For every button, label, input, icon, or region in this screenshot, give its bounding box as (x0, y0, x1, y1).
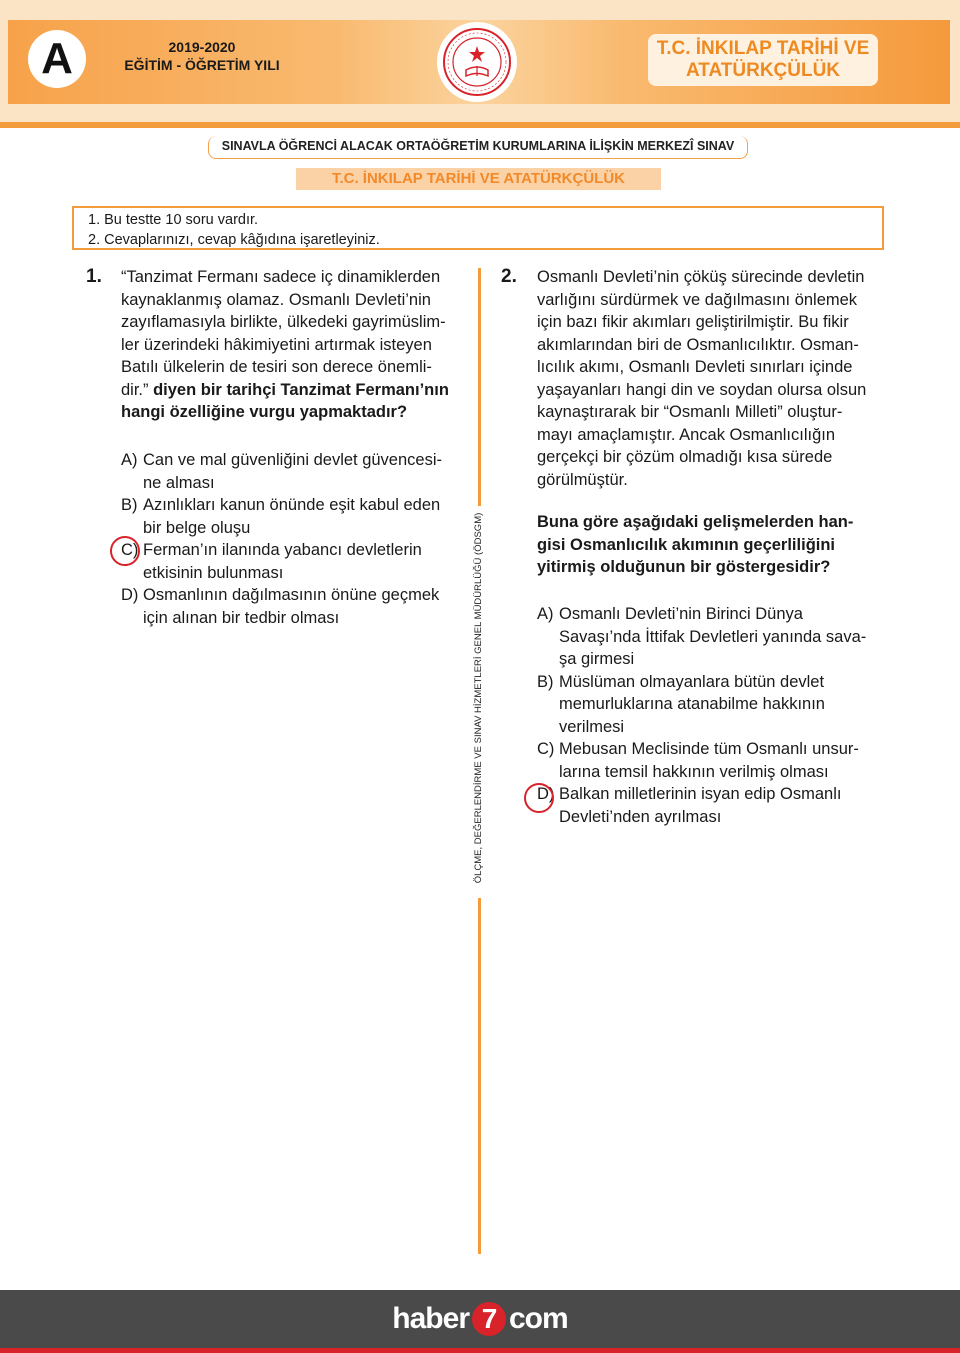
question-1-options (121, 449, 466, 629)
header-divider (0, 122, 960, 128)
option-text: Osmanlının dağılmasının önüne geçmek (143, 586, 440, 604)
option-text: için alınan bir tedbir olması (143, 608, 340, 627)
booklet-badge (28, 30, 86, 88)
option-text: şa girmesi (559, 650, 635, 668)
option-b[interactable] (537, 671, 897, 739)
option-a[interactable] (537, 603, 897, 671)
option-text: Osmanlı Devleti’nin Birinci Dünya (559, 605, 803, 623)
answer-mark-circle (524, 783, 554, 813)
instruction-item: 1. Bu testte 10 soru vardır. (88, 212, 259, 228)
stem-line: Batılı ülkelerin de tesiri son derece önemli- (121, 358, 432, 376)
stem-line: akımlarından biri de Osmanlıcılıktır. Osman- (537, 335, 859, 354)
prompt-line: yitirmiş olduğunun bir göstergesidir? (537, 558, 831, 576)
subject-title-line1: T.C. İNKILAP TARİHİ VE (656, 38, 870, 59)
term-text: EĞİTİM - ÖĞRETİM YILI (124, 57, 280, 73)
option-a[interactable] (121, 449, 466, 494)
stem-line: “Tanzimat Fermanı sadece iç dinamiklerden (121, 268, 441, 286)
option-text: Savaşı’nda İttifak Devletleri yanında sava- (559, 627, 867, 646)
option-text: Devleti’nden ayrılması (559, 807, 722, 826)
brand-right: com (509, 1302, 568, 1335)
option-text: ne alması (143, 473, 215, 492)
footer-accent-line (0, 1348, 960, 1353)
answer-mark-circle (110, 536, 140, 566)
option-text: larına temsil hakkının verilmiş olması (559, 762, 829, 781)
stem-line: ler üzerindeki hâkimiyetini artırmak isteyen (121, 335, 432, 354)
prompt-line: gisi Osmanlıcılık akımının geçerliliğini (537, 535, 836, 554)
option-text: etkisinin bulunması (143, 563, 284, 582)
booklet-letter: A (41, 34, 73, 83)
stem-line: yaşayanları hangi din ve soydan olursa olsun (537, 380, 867, 399)
option-label: C) (121, 541, 139, 559)
stem-line: varlığını sürdürmek ve dağılmasını önlemek (537, 290, 858, 309)
option-text: Can ve mal güvenliğini devlet güvencesi- (143, 451, 442, 469)
stem-line: kaynaklanmış olamaz. Osmanlı Devleti’nin (121, 290, 431, 309)
stem-line: Osmanlı Devleti’nin çöküş sürecinde devletin (537, 268, 865, 286)
option-text: memurluklarına atanabilme hakkının (559, 695, 825, 713)
subject-bar: T.C. İNKILAP TARİHİ VE ATATÜRKÇÜLÜK (296, 168, 661, 190)
stem-line (121, 379, 471, 402)
question-prompt: diyen bir tarihçi Tanzimat Fermanı’nın (153, 380, 449, 399)
option-b[interactable] (121, 494, 466, 539)
option-text: bir belge oluşu (143, 518, 251, 537)
option-label: A) (537, 605, 554, 623)
question-2-prompt (537, 511, 897, 579)
stem-line: lıcılık akımı, Osmanlı Devleti sınırları içinde (537, 358, 853, 376)
option-text: Müslüman olmayanlara bütün devlet (559, 672, 825, 691)
option-c[interactable] (121, 539, 466, 584)
subject-title-box (648, 34, 878, 86)
stem-line: için bazı fikir akımları geliştirilmiştir. Bu fikir (537, 313, 849, 331)
question-2-options (537, 603, 897, 828)
option-label: D) (121, 586, 139, 604)
option-c[interactable] (537, 738, 897, 783)
year-text: 2019-2020 (168, 39, 236, 55)
academic-year (112, 38, 292, 74)
stem-line (121, 401, 471, 424)
option-text: Balkan milletlerinin isyan edip Osmanlı (559, 785, 842, 803)
option-label: B) (121, 496, 138, 514)
stem-line: görülmüştür. (537, 470, 628, 489)
question-1-stem (121, 266, 471, 424)
instruction-item: 2. Cevaplarınızı, cevap kâğıdına işaretleyiniz. (88, 232, 380, 248)
option-text: Azınlıkları kanun önünde eşit kabul eden (143, 496, 441, 514)
option-label: A) (121, 451, 138, 469)
option-text: Mebusan Meclisinde tüm Osmanlı unsur- (559, 740, 859, 758)
instructions-box (72, 206, 884, 250)
question-number: 2. (501, 266, 517, 287)
column-divider (478, 268, 481, 506)
question-prompt: hangi özelliğine vurgu yapmaktadır? (121, 403, 408, 421)
stem-line: gerçekçi bir çözüm olmadığı kısa sürede (537, 448, 833, 466)
option-text: verilmesi (559, 717, 625, 736)
stem-text: dir.” (121, 380, 154, 399)
option-label: D) (537, 785, 555, 803)
subject-title-line2: ATATÜRKÇÜLÜK (685, 60, 841, 81)
brand-number: 7 (472, 1302, 506, 1336)
question-number: 1. (86, 266, 102, 287)
column-divider (478, 898, 481, 1254)
option-d[interactable] (537, 783, 897, 828)
brand-left: haber (392, 1302, 469, 1335)
exam-name: SINAVLA ÖĞRENCİ ALACAK ORTAÖĞRETİM KURUMLARINA İLİŞKİN MERKEZÎ SINAV (208, 136, 748, 159)
option-text: Ferman’ın ilanında yabancı devletlerin (143, 541, 422, 559)
question-2-stem (537, 266, 897, 491)
odsgm-side-text: ÖLÇME, DEĞERLENDİRME VE SINAV HİZMETLERİ GENEL MÜDÜRLÜĞÜ (ÖDSGM) (473, 512, 484, 884)
option-label: C) (537, 740, 555, 758)
ministry-seal-icon (437, 22, 517, 102)
stem-line: kaynaştırarak bir “Osmanlı Milleti” oluştur- (537, 403, 843, 421)
stem-line: mayı amaçlamıştır. Ancak Osmanlıcılığın (537, 425, 836, 444)
option-label: B) (537, 672, 554, 691)
brand-logo[interactable] (0, 1290, 960, 1348)
stem-line: zayıflamasıyla birlikte, ülkedeki gayrimüslim- (121, 313, 446, 331)
prompt-line: Buna göre aşağıdaki gelişmelerden han- (537, 513, 854, 531)
option-d[interactable] (121, 584, 466, 629)
